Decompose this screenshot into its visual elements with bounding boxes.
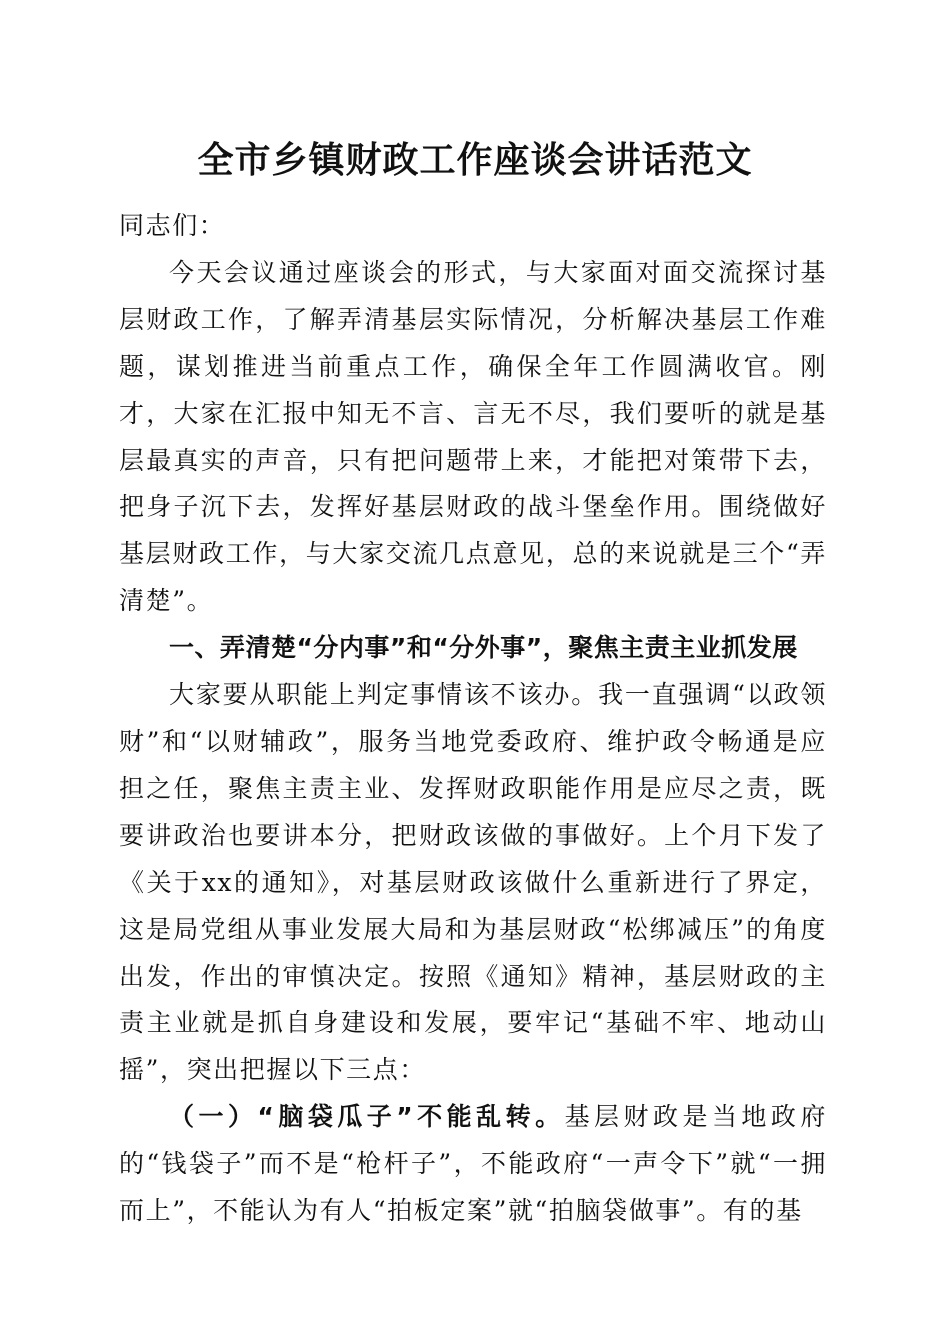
subsection-1-lead: （一）“脑袋瓜子”不能乱转。: [169, 1102, 565, 1132]
salutation: 同志们：: [119, 211, 226, 240]
document-body: [119, 203, 827, 1235]
subsection-1-text: 基层财政是当地政府的“钱袋子”而不是“枪杆子”，不能政府“一声令下”就“一拥而上”，不能认为有人“拍板定案”就“拍脑袋做事”。有的基: [119, 1102, 827, 1226]
intro-paragraph: 今天会议通过座谈会的形式，与大家面对面交流探讨基层财政工作，了解弄清基层实际情况，分析解决基层工作难题，谋划推进当前重点工作，确保全年工作圆满收官。刚才，大家在汇报中知无不言、言无不尽，我们要听的就是基层最真实的声音，只有把问题带上来，才能把对策带下去，把身子沉下去，发挥好基层财政的战斗堡垒作用。围绕做好基层财政工作，与大家交流几点意见，总的来说就是三个“弄清楚”。: [119, 257, 827, 616]
subsection-1-paragraph: [119, 1094, 827, 1235]
section-heading-1: 一、弄清楚“分内事”和“分外事”，聚焦主责主业抓发展: [169, 633, 798, 663]
section-1-paragraph: 大家要从职能上判定事情该不该办。我一直强调“以政领财”和“以财辅政”，服务当地党委政府、维护政令畅通是应担之任，聚焦主责主业、发挥财政职能作用是应尽之责，既要讲政治也要讲本分，把财政该做的事做好。上个月下发了《关于xx的通知》，对基层财政该做什么重新进行了界定，这是局党组从事业发展大局和为基层财政“松绑减压”的角度出发，作出的审慎决定。按照《通知》精神，基层财政的主责主业就是抓自身建设和发展，要牢记“基础不牢、地动山摇”，突出把握以下三点：: [119, 680, 827, 1085]
document-title: 全市乡镇财政工作座谈会讲话范文: [197, 139, 753, 181]
